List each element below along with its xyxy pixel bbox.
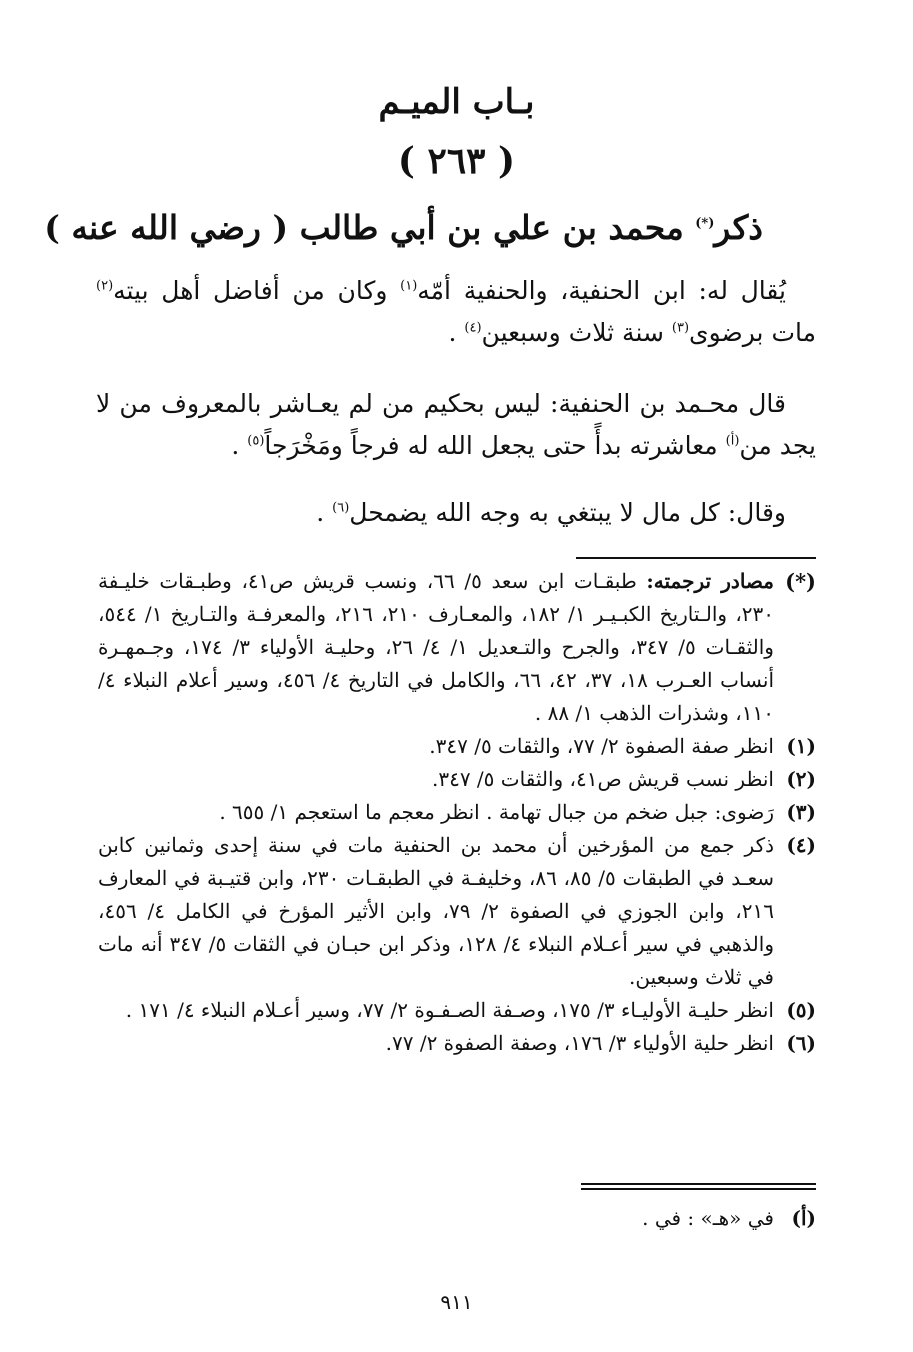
p1-text-a: يُقال له: ابن الحنفية، والحنفية أمّه <box>417 276 787 305</box>
variant-text: في «هـ» : في . <box>642 1206 774 1230</box>
footnote-mark: (٦) <box>786 1031 816 1055</box>
entry-heading-prefix: ذكر <box>714 208 763 247</box>
p2-text-a: قال محـمد بن الحنفية: ليس بحكيم من لم يعـاشر بالمعروف من لا يجد من <box>96 389 816 460</box>
p2-text-c: . <box>231 431 248 460</box>
p1-text-e: . <box>448 318 465 347</box>
footnote-text: انظر حليـة الأوليـاء ٣/ ١٧٥، وصـفة الصـفـوة ٢/ ٧٧، وسير أعـلام النبلاء ٤/ ١٧١ . <box>125 998 774 1022</box>
footnote-text: انظر صفة الصفوة ٢/ ٧٧، والثقات ٥/ ٣٤٧. <box>429 734 774 758</box>
footnote-mark: (٥) <box>786 998 816 1022</box>
p1-note-1: (١) <box>400 278 418 294</box>
footnote-mark: (٢) <box>786 767 816 791</box>
entry-heading-name: محمد بن علي بن أبي طالب ( رضي الله عنه ) <box>44 208 684 247</box>
footnote-5 <box>98 994 816 1027</box>
footnote-6 <box>98 1027 816 1060</box>
p1-note-4: (٤) <box>464 320 482 336</box>
p1-note-2: (٢) <box>96 278 114 294</box>
page-number: ٩١١ <box>440 1290 473 1314</box>
footnote-mark: (*) <box>785 569 816 594</box>
footnote-mark: (٤) <box>786 833 816 857</box>
p2-text-b: معاشرته بدأً حتى يجعل الله له فرجاً ومَخْرَجاً <box>264 431 726 460</box>
manuscript-variants <box>98 1203 816 1233</box>
chapter-title: بـاب الميـم <box>378 82 535 122</box>
variants-separator <box>581 1183 816 1190</box>
source-note-marker: (*) <box>695 216 715 231</box>
footnote-text: ذكر جمع من المؤرخين أن محمد بن الحنفية مات في سنة إحدى وثمانين كابن سعـد في الطبقات ٥/ ٨٥، ٨٦، وخليفـة في الطبقـات ٢٣٠، وابن قتيـبة في المعارف ٢١٦، وابن الجوزي في الصفوة ٢/ ٧٩، وابن الأثير المؤرخ في الكامل ٤/ ٤٥٦، والذهبي في سير أعـلام النبلاء ٤/ ١٢٨، وذكر ابن حبـان في الثقات ٥/ ٣٤٧ أنه مات في ثلاث وسبعين. <box>98 833 775 989</box>
sources-list: طبقـات ابن سعد ٥/ ٦٦، ونسب قريش ص٤١، وطبـقات خليـفة ٢٣٠، والـتاريخ الكبـيـر ١/ ١٨٢، والمعـارف ٢١٠، ٢١٦، والمعرفـة والتـاريخ ١/ ٥٤٤، والثقـات ٥/ ٣٤٧، والجرح والتـعديل ١/ ٤/ ٢٦، وحليـة الأولياء ٣/ ١٧٤، وجـمهـرة أنساب العـرب ١٨، ٣٧، ٤٢، ٦٦، والكامل في التاريخ ٤/ ٤٥٦، وسير أعلام النبلاء ٤/ ١١٠، وشذرات الذهب ١/ ٨٨ . <box>98 569 775 725</box>
footnote-text <box>98 565 774 730</box>
p1-text-b: وكان من أفاضل أهل بيته <box>113 276 401 305</box>
p2-variant-a: (أ) <box>725 433 740 449</box>
p3-note-6: (٦) <box>332 500 350 516</box>
footnote-separator <box>576 557 816 559</box>
body-paragraph-3 <box>96 492 816 534</box>
body-paragraph-1 <box>96 270 816 354</box>
p3-text-a: وقال: كل مال لا يبتغي به وجه الله يضمحل <box>349 498 786 527</box>
footnote-text: انظر نسب قريش ص٤١، والثقات ٥/ ٣٤٧. <box>431 767 774 791</box>
p1-note-3: (٣) <box>671 320 690 336</box>
variant-a <box>98 1203 816 1233</box>
footnote-sources <box>98 565 816 730</box>
entry-heading <box>44 208 763 247</box>
footnote-text: رَضوى: جبل ضخم من جبال تهامة . انظر معجم ما استعجم ١/ ٦٥٥ . <box>219 800 774 824</box>
entry-number: ( ٢٦٣ ) <box>397 140 516 182</box>
p2-note-5: (٥) <box>247 433 265 449</box>
footnote-mark: (٣) <box>786 800 816 824</box>
footnotes <box>98 565 816 1060</box>
footnote-3 <box>98 796 816 829</box>
p3-text-b: . <box>316 498 333 527</box>
footnote-mark: (١) <box>786 734 816 758</box>
footnote-text: انظر حلية الأولياء ٣/ ١٧٦، وصفة الصفوة ٢/ ٧٧. <box>385 1031 774 1055</box>
p1-text-d: سنة ثلاث وسبعين <box>481 318 672 347</box>
body-paragraph-2 <box>96 383 816 467</box>
variant-mark: (أ) <box>791 1206 816 1230</box>
footnote-4 <box>98 829 816 994</box>
sources-heading: مصادر ترجمته: <box>646 569 774 593</box>
footnote-2 <box>98 763 816 796</box>
footnote-1 <box>98 730 816 763</box>
p1-text-c: مات برضوى <box>689 318 816 347</box>
